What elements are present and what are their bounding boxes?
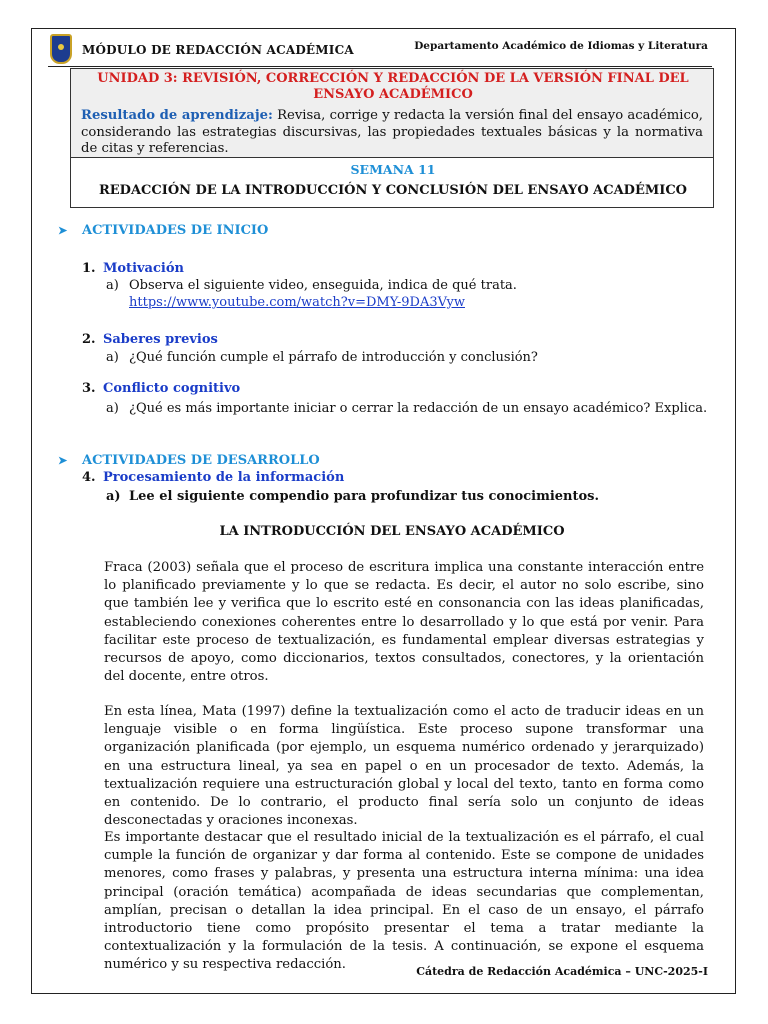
activity-item-2-sub: [106, 349, 538, 366]
reading-title: LA INTRODUCCIÓN DEL ENSAYO ACADÉMICO: [219, 524, 565, 539]
unit-title: [71, 71, 715, 103]
item-title: Conflicto cognitivo: [103, 381, 241, 396]
sub-text: Observa el siguiente video, enseguida, indica de qué trata.: [129, 278, 517, 293]
sub-letter: a): [106, 489, 121, 504]
page-footer: Cátedra de Redacción Académica – UNC-2025-I: [416, 965, 708, 978]
module-title: MÓDULO DE REDACCIÓN ACADÉMICA: [82, 43, 354, 57]
week-title: REDACCIÓN DE LA INTRODUCCIÓN Y CONCLUSIÓN DEL ENSAYO ACADÉMICO: [98, 183, 688, 198]
unit-box: [70, 68, 714, 158]
item-number: 3.: [82, 381, 96, 396]
activity-item-1-sub: [106, 277, 517, 294]
arrow-bullet-icon: ➤: [58, 454, 68, 467]
sub-text: Lee el siguiente compendio para profundizar tus conocimientos.: [129, 489, 600, 504]
week-box: [70, 158, 714, 208]
university-logo: [50, 34, 72, 64]
section-start-heading: [58, 223, 268, 238]
department-name: Departamento Académico de Idiomas y Literatura: [414, 40, 708, 52]
unit-title-line1: UNIDAD 3: REVISIÓN, CORRECCIÓN Y REDACCIÓN DE LA VERSIÓN FINAL DEL: [97, 71, 689, 86]
week-label: SEMANA 11: [350, 162, 436, 177]
sub-letter: a): [106, 278, 119, 293]
activity-item-2: [82, 332, 218, 347]
item-title: Saberes previos: [103, 332, 218, 347]
section-dev-heading: [58, 453, 320, 468]
page-header: [48, 32, 712, 68]
reading-paragraph-3: Es importante destacar que el resultado inicial de la textualización es el párrafo, el cual cumple la función de organizar y dar forma al contenido. Este se compone de unidades menores, como frases y palabras, y presenta una estructura interna mínima: una idea principal (oración temática) acompañada de ideas secundarias que complementan, amplían, precisan o detallan la idea principal. En el caso de un ensayo, el párrafo introductorio tiene como propósito presentar el tema a tratar mediante la contextualización y la formulación de la tesis. A continuación, se expone el esquema numérico y su respectiva redacción.: [104, 830, 704, 973]
learning-result: [81, 108, 703, 158]
unit-title-line2: ENSAYO ACADÉMICO: [313, 87, 473, 102]
reading-paragraph-1: Fraca (2003) señala que el proceso de escritura implica una constante interacción entre lo planificado previamente y lo que se redacta. Es decir, el autor no solo escribe, sino que también lee y verifica que lo escrito esté en consonancia con las ideas planificadas, estableciendo conexiones coherentes entre lo desarrollado y lo que está por venir. Para facilitar este proceso de textualización, es fundamental emplear diversas estrategias y recursos de apoyo, como diccionarios, textos consultados, conectores, y la orientación del docente, entre otros.: [104, 560, 704, 685]
header-divider: [48, 66, 712, 67]
activity-item-3-sub: [106, 400, 707, 417]
reading-paragraph-2: En esta línea, Mata (1997) define la textualización como el acto de traducir ideas en un lenguaje visible o en forma lingüística. Este proceso supone transformar una organización planificada (por ejemplo, un esquema numérico ordenado y jerarquizado) en una estructura lineal, ya sea en papel o en un procesador de texto. Además, la textualización requiere una estructuración global y local del texto, tanto en forma como en contenido. De lo contrario, el producto final sería solo un conjunto de ideas desconectadas y oraciones inconexas.: [104, 704, 704, 829]
section-dev-title: ACTIVIDADES DE DESARROLLO: [82, 453, 320, 468]
item-number: 1.: [82, 261, 96, 276]
learning-result-text: Revisa, corrige y redacta la versión final del ensayo académico, considerando las estrategias discursivas, las propiedades textuales básicas y la normativa de citas y referencias.: [81, 108, 704, 156]
item-number: 2.: [82, 332, 96, 347]
item-title: Procesamiento de la información: [103, 470, 345, 485]
sub-letter: a): [106, 350, 119, 365]
arrow-bullet-icon: ➤: [58, 224, 68, 237]
video-link[interactable]: https://www.youtube.com/watch?v=DMY-9DA3Vyw: [129, 295, 465, 310]
activity-item-4: [82, 470, 344, 485]
sub-text: ¿Qué es más importante iniciar o cerrar la redacción de un ensayo académico? Explica.: [129, 401, 708, 416]
activity-item-1: [82, 261, 184, 276]
section-start-title: ACTIVIDADES DE INICIO: [82, 223, 269, 238]
learning-result-label: Resultado de aprendizaje:: [81, 108, 273, 123]
item-number: 4.: [82, 470, 96, 485]
sub-text: ¿Qué función cumple el párrafo de introducción y conclusión?: [129, 350, 538, 365]
item-title: Motivación: [103, 261, 184, 276]
activity-item-4-sub: [106, 488, 599, 505]
activity-item-3: [82, 381, 240, 396]
sub-letter: a): [106, 401, 119, 416]
